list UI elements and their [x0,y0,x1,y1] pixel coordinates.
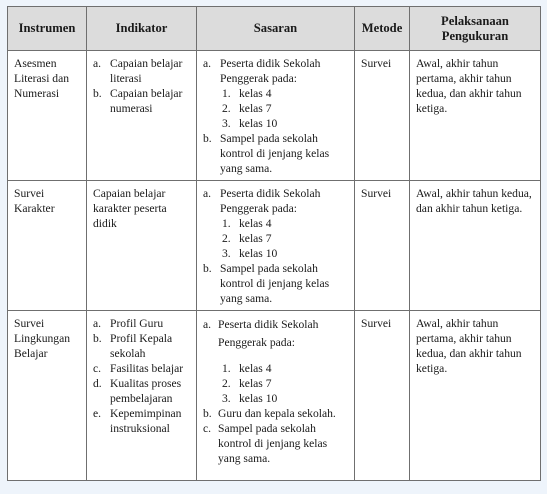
pelaksanaan-cell: Awal, akhir tahun kedua, dan akhir tahun ketiga. [410,181,541,311]
list-item: b. Guru dan kepala sekolah. [203,407,336,420]
list-item: a. Peserta didik Sekolah Penggerak pada: [203,318,319,349]
list-item: b. Sampel pada sekolah kontrol di jenjang kelas yang sama. [203,132,330,175]
kelas-list [203,216,349,261]
sasaran-cell [197,51,355,181]
list-item: 2. kelas 7 [222,102,272,115]
list-item: c. Sampel pada sekolah kontrol di jenjang kelas yang sama. [203,422,328,465]
measurement-table [7,6,541,481]
table-row [8,181,541,311]
instrumen-cell: Survei Karakter [8,181,87,311]
table-row [8,51,541,181]
list-item: 2. kelas 7 [222,377,272,390]
metode-cell: Survei [355,181,410,311]
list-item: c. Fasilitas belajar [93,362,184,375]
sasaran-list [203,316,349,352]
sasaran-cell [197,311,355,481]
list-item: b. Capaian belajar numerasi [93,87,183,115]
list-item: a. Peserta didik Sekolah Penggerak pada: [203,57,321,85]
header-pelaksanaan: Pelaksanaan Pengukuran [410,7,541,51]
header-instrumen: Instrumen [8,7,87,51]
list-item: e. Kepemimpinan instruksional [93,407,182,435]
sasaran-list [203,56,349,86]
list-item: d. Kualitas proses pembelajaran [93,377,182,405]
list-item: a. Capaian belajar literasi [93,57,183,85]
indikator-cell [87,311,197,481]
pelaksanaan-cell: Awal, akhir tahun pertama, akhir tahun kedua, dan akhir tahun ketiga. [410,311,541,481]
pelaksanaan-cell: Awal, akhir tahun pertama, akhir tahun kedua, dan akhir tahun ketiga. [410,51,541,181]
metode-cell: Survei [355,311,410,481]
list-item: 2. kelas 7 [222,232,272,245]
indikator-cell [87,51,197,181]
sasaran-list [203,186,349,216]
header-metode: Metode [355,7,410,51]
list-item: 3. kelas 10 [222,117,278,130]
table-row [8,311,541,481]
list-item: 3. kelas 10 [222,247,278,260]
header-indikator: Indikator [87,7,197,51]
kelas-list [203,361,349,406]
indikator-list [93,316,191,436]
sasaran-cell [197,181,355,311]
list-item: a. Peserta didik Sekolah Penggerak pada: [203,187,321,215]
header-sasaran: Sasaran [197,7,355,51]
list-item: 1. kelas 4 [222,217,272,230]
list-item: b. Profil Kepala sekolah [93,332,173,360]
list-item: 1. kelas 4 [222,87,272,100]
indikator-list [93,56,191,116]
header-row [8,7,541,51]
list-item: 3. kelas 10 [222,392,278,405]
instrumen-cell: Asesmen Literasi dan Numerasi [8,51,87,181]
list-item: b. Sampel pada sekolah kontrol di jenjang kelas yang sama. [203,262,330,305]
list-item: 1. kelas 4 [222,362,272,375]
indikator-cell: Capaian belajar karakter peserta didik [87,181,197,311]
list-item: a. Profil Guru [93,317,164,330]
kelas-list [203,86,349,131]
instrumen-cell: Survei Lingkungan Belajar [8,311,87,481]
metode-cell: Survei [355,51,410,181]
